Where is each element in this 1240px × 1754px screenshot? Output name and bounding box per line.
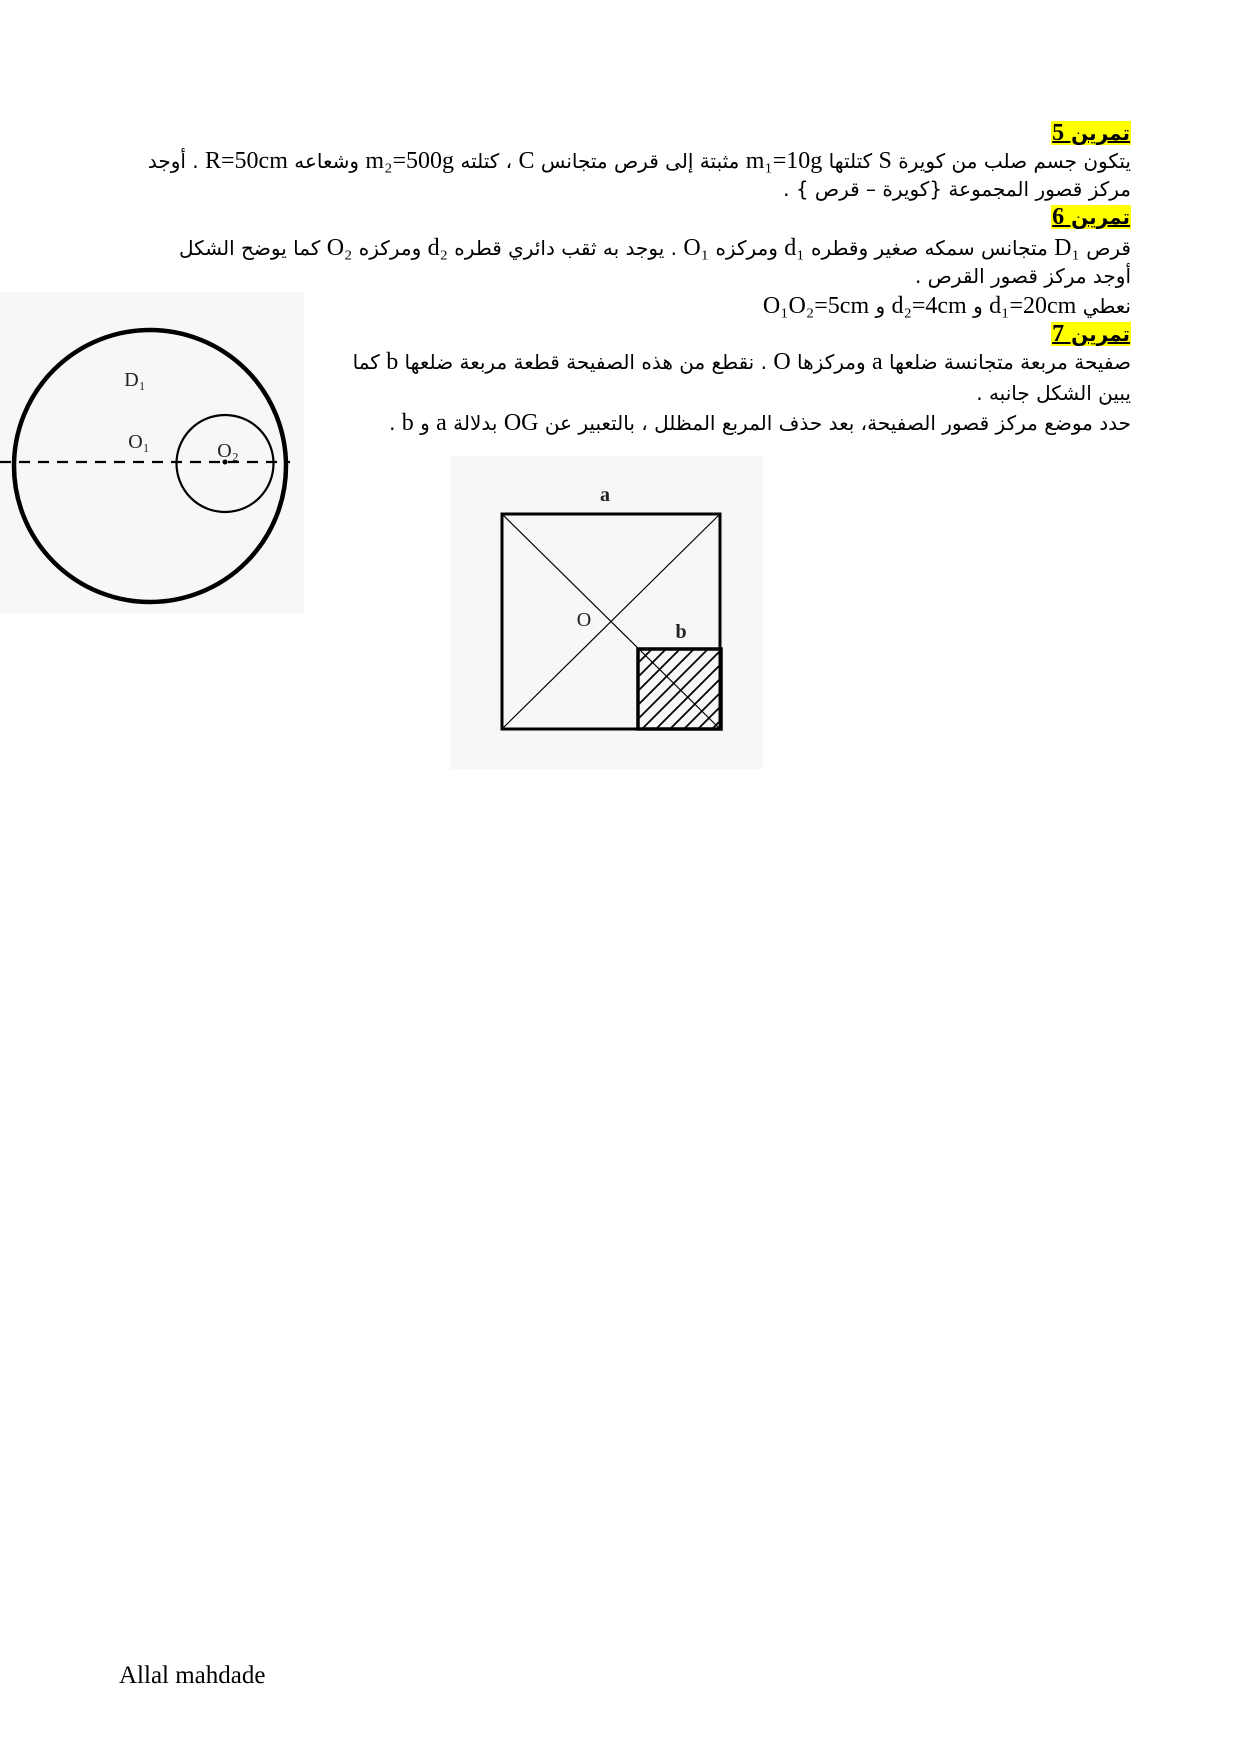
- exercise-7-heading: [1051, 320, 1131, 348]
- label-center-o1: O₁: [128, 431, 150, 453]
- exercise-7-title: تمرين 7: [1052, 321, 1130, 347]
- exercise-6-line-2: أوجد مركز قصور القرص .: [914, 264, 1131, 288]
- latin-run: m₂=500g: [365, 148, 454, 174]
- latin-run: d₁: [784, 235, 805, 261]
- exercise-6-title: تمرين 6: [1052, 204, 1130, 230]
- latin-run: a: [436, 410, 447, 436]
- latin-run: 7: [1052, 321, 1065, 347]
- exercise-7-line-3: حدد موضع مركز قصور الصفيحة، بعد حذف المربع المظلل ، بالتعبير عن OG بدلالة a و b .: [389, 410, 1131, 436]
- latin-run: OG: [503, 410, 539, 436]
- exercise-6-line-1: قرص D₁ متجانس سمكه صغير وقطره d₁ ومركزه O₁ . يوجد به ثقب دائري قطره d₂ ومركزه O₂ كما يوضح الشكل: [178, 235, 1131, 261]
- latin-run: 6: [1052, 204, 1065, 230]
- latin-run: R=50cm: [205, 148, 288, 174]
- footer-author: Allal mahdade: [119, 1662, 266, 1689]
- latin-run: m₁=10g: [745, 148, 823, 174]
- latin-run: O₁: [683, 235, 710, 261]
- exercise-5-line-2: مركز قصور المجموعة {كويرة – قرص } .: [783, 177, 1131, 201]
- disk-with-hole-figure: [0, 292, 304, 613]
- label-side-a: a: [600, 484, 610, 506]
- exercise-7-line-2: يبين الشكل جانبه .: [976, 381, 1131, 405]
- figure-background: [0, 292, 304, 613]
- latin-run: d₂=4cm: [891, 293, 967, 319]
- exercise-5-heading: [1051, 119, 1131, 147]
- latin-run: b: [386, 349, 399, 375]
- label-center-o: O: [576, 609, 592, 631]
- latin-run: b: [401, 410, 414, 436]
- label-disk-d1: D₁: [124, 369, 146, 391]
- latin-run: a: [872, 349, 883, 375]
- latin-run: D₁: [1054, 235, 1080, 261]
- label-side-b: b: [675, 621, 687, 643]
- latin-run: C: [518, 148, 535, 174]
- exercise-6-line-3: نعطي d₁=20cm و d₂=4cm و O₁O₂=5cm: [762, 293, 1131, 319]
- latin-run: S: [878, 148, 892, 174]
- exercise-6-heading: [1051, 203, 1131, 231]
- latin-run: O₁O₂=5cm: [762, 293, 870, 319]
- label-center-o2: O₂: [217, 440, 239, 462]
- exercise-5-line-1: يتكون جسم صلب من كويرة S كتلتها m₁=10g مثبتة إلى قرص متجانس C ، كتلته m₂=500g وشعاعه R=50cm . أوجد: [147, 148, 1131, 174]
- square-plate-figure: [450, 456, 763, 769]
- latin-run: d₂: [427, 235, 448, 261]
- exercise-5-title: تمرين 5: [1052, 120, 1130, 146]
- latin-run: O₂: [326, 235, 353, 261]
- latin-run: 5: [1052, 120, 1065, 146]
- latin-run: d₁=20cm: [989, 293, 1077, 319]
- exercise-7-line-1: صفيحة مربعة متجانسة ضلعها a ومركزها O . نقطع من هذه الصفيحة قطعة مربعة ضلعها b كما: [352, 349, 1131, 375]
- latin-run: O: [773, 349, 791, 375]
